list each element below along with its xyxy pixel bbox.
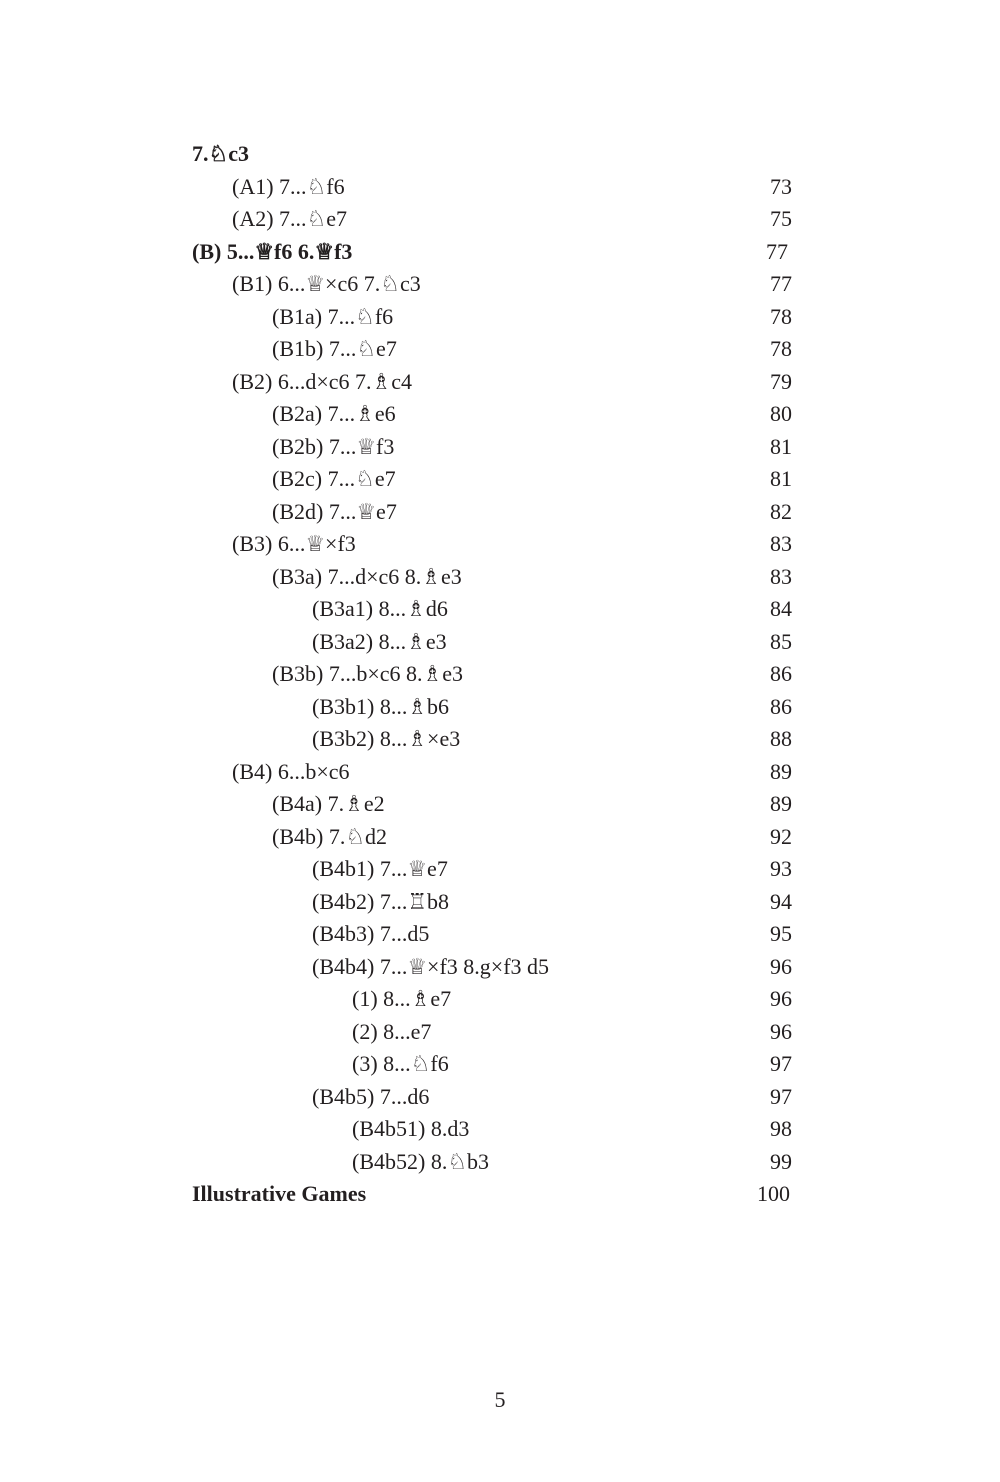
toc-entry-page: 89 xyxy=(770,758,792,784)
toc-entry-label: (B2d) 7...♕e7 xyxy=(272,498,397,524)
toc-entry xyxy=(192,1016,792,1049)
toc-entry-label: (B3b2) 8...♗×e3 xyxy=(312,726,461,751)
toc-entry-label: (A2) 7...♘e7 xyxy=(232,206,348,231)
toc-entry-page: 93 xyxy=(770,856,792,881)
toc-entry xyxy=(192,918,792,951)
toc-entry xyxy=(192,171,792,204)
toc-entry-label: (B1b) 7...♘e7 xyxy=(272,336,397,361)
toc-entry-page: 98 xyxy=(770,1116,792,1141)
toc-entry-page: 77 xyxy=(766,238,788,264)
toc-entry-page: 73 xyxy=(770,173,792,199)
toc-entry xyxy=(192,1146,792,1179)
toc-entry xyxy=(192,301,792,334)
toc-entry-page: 83 xyxy=(770,531,792,556)
table-of-contents xyxy=(192,138,792,1211)
toc-entry-page: 83 xyxy=(770,563,792,589)
toc-entry-label: (B4b3) 7...d5 xyxy=(312,921,430,946)
toc-entry xyxy=(192,138,792,171)
toc-entry xyxy=(192,886,792,919)
toc-entry-label: (B4b1) 7...♕e7 xyxy=(312,856,448,881)
toc-entry-label: (A1) 7...♘f6 xyxy=(232,173,345,199)
toc-entry xyxy=(192,561,792,594)
toc-entry xyxy=(192,626,792,659)
toc-entry-page: 86 xyxy=(770,693,792,719)
toc-entry xyxy=(192,268,792,301)
toc-entry xyxy=(192,983,792,1016)
toc-entry-page: 78 xyxy=(770,336,792,361)
toc-entry-page: 96 xyxy=(770,1018,792,1044)
toc-entry-page: 75 xyxy=(770,206,792,231)
toc-entry-label: 7.♘c3 xyxy=(192,141,249,166)
toc-entry xyxy=(192,203,792,236)
toc-entry-page: 78 xyxy=(770,303,792,329)
toc-entry xyxy=(192,593,792,626)
toc-entry-label: (B2) 6...d×c6 7.♗c4 xyxy=(232,368,412,394)
toc-entry-page: 96 xyxy=(770,953,792,979)
toc-entry-label: (B) 5...♕f6 6.♕f3 xyxy=(192,238,353,264)
toc-entry-label: (B3a1) 8...♗d6 xyxy=(312,596,448,621)
toc-entry xyxy=(192,496,792,529)
toc-entry-label: (B4b51) 8.d3 xyxy=(352,1116,470,1141)
toc-entry xyxy=(192,528,792,561)
toc-entry-page: 97 xyxy=(770,1083,792,1109)
toc-entry xyxy=(192,463,792,496)
toc-entry-page: 99 xyxy=(770,1148,792,1174)
toc-entry xyxy=(192,723,792,756)
toc-entry-page: 81 xyxy=(770,466,792,491)
toc-entry-label: Illustrative Games xyxy=(192,1181,367,1206)
toc-entry xyxy=(192,658,792,691)
toc-entry xyxy=(192,398,792,431)
toc-entry xyxy=(192,1113,792,1146)
toc-entry-label: (B4a) 7.♗e2 xyxy=(272,791,385,816)
toc-entry-label: (B3a) 7...d×c6 8.♗e3 xyxy=(272,563,462,589)
toc-entry xyxy=(192,756,792,789)
toc-entry-page: 92 xyxy=(770,823,792,849)
toc-entry-label: (1) 8...♗e7 xyxy=(352,986,452,1011)
toc-entry-label: (B4b52) 8.♘b3 xyxy=(352,1148,490,1174)
toc-entry-page: 80 xyxy=(770,401,792,426)
toc-entry-label: (B2b) 7...♕f3 xyxy=(272,433,395,459)
toc-entry xyxy=(192,853,792,886)
toc-entry xyxy=(192,1178,792,1211)
toc-entry-label: (B4b4) 7...♕×f3 8.g×f3 d5 xyxy=(312,953,550,979)
toc-entry xyxy=(192,366,792,399)
toc-entry xyxy=(192,691,792,724)
toc-entry-label: (B4b2) 7...♖b8 xyxy=(312,888,450,914)
toc-entry-page: 79 xyxy=(770,368,792,394)
toc-entry-page: 77 xyxy=(770,271,792,296)
toc-entry-page: 85 xyxy=(770,628,792,654)
page-number: 5 xyxy=(494,1387,506,1412)
toc-entry xyxy=(192,431,792,464)
toc-entry-page: 97 xyxy=(770,1051,792,1076)
toc-entry-label: (3) 8...♘f6 xyxy=(352,1051,449,1076)
toc-entry xyxy=(192,333,792,366)
toc-entry xyxy=(192,1081,792,1114)
toc-entry-label: (2) 8...e7 xyxy=(352,1018,432,1044)
toc-entry-page: 100 xyxy=(757,1181,790,1206)
toc-entry-page: 88 xyxy=(770,726,792,751)
toc-entry-label: (B3b1) 8...♗b6 xyxy=(312,693,450,719)
toc-entry xyxy=(192,1048,792,1081)
toc-entry xyxy=(192,951,792,984)
toc-entry xyxy=(192,821,792,854)
toc-entry-page: 96 xyxy=(770,986,792,1011)
toc-entry-page: 84 xyxy=(770,596,792,621)
toc-entry-label: (B3b) 7...b×c6 8.♗e3 xyxy=(272,661,463,686)
toc-entry-label: (B4b5) 7...d6 xyxy=(312,1083,430,1109)
toc-entry-label: (B1a) 7...♘f6 xyxy=(272,303,394,329)
toc-entry-page: 86 xyxy=(770,661,792,686)
toc-entry-label: (B4) 6...b×c6 xyxy=(232,758,350,784)
toc-entry-label: (B2a) 7...♗e6 xyxy=(272,401,396,426)
toc-entry-label: (B4b) 7.♘d2 xyxy=(272,823,388,849)
toc-entry-page: 95 xyxy=(770,921,792,946)
toc-entry-page: 81 xyxy=(770,433,792,459)
toc-entry-page: 94 xyxy=(770,888,792,914)
toc-entry-label: (B1) 6...♕×c6 7.♘c3 xyxy=(232,271,421,296)
toc-entry xyxy=(192,788,792,821)
toc-entry-label: (B3) 6...♕×f3 xyxy=(232,531,356,556)
toc-entry xyxy=(192,236,792,269)
toc-entry-page: 89 xyxy=(770,791,792,816)
toc-entry-label: (B2c) 7...♘e7 xyxy=(272,466,396,491)
toc-entry-label: (B3a2) 8...♗e3 xyxy=(312,628,447,654)
toc-entry-page: 82 xyxy=(770,498,792,524)
